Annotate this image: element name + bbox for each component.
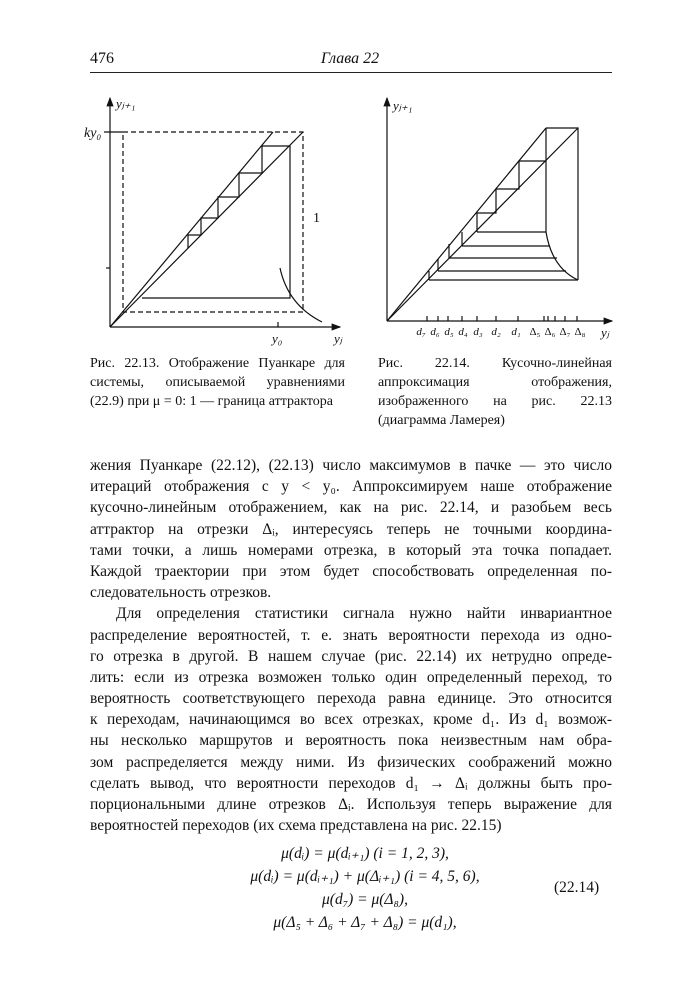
- label-y0: y₀: [272, 331, 283, 346]
- figures: [0, 0, 700, 350]
- text-line: вероятность соответствующего перехода равна единице. Это относится: [90, 690, 612, 708]
- text-line: ны несколько маршрутов и вероятность пока неизвестным нам обра-: [90, 732, 612, 750]
- text-line: тами точки, а лишь номерами отрезка, в который эта точка попадает.: [90, 541, 612, 559]
- text-line: следовательность отрезков.: [90, 584, 272, 602]
- text-line: распределение вероятностей, т. е. знать вероятности перехода из одно-: [90, 626, 612, 644]
- text-line: го отрезка в другой. В нашем случае (рис. 22.14) их нетрудно опреде-: [90, 647, 612, 665]
- label-ky0: ky₀: [84, 126, 102, 141]
- text-line: к переходам, начинающимся во всех отрезках, кроме d₁. Из d₁ возмож-: [90, 711, 612, 729]
- label-curve-1: 1: [313, 211, 320, 226]
- label-x-axis: yⱼ: [601, 325, 610, 340]
- figure-22-13: [104, 98, 340, 327]
- tick-label: d₆: [430, 326, 440, 338]
- equation-line: μ(dᵢ) = μ(dᵢ₊₁) + μ(Δᵢ₊₁) (i = 4, 5, 6),: [250, 868, 480, 885]
- tick-label: d₅: [444, 326, 454, 338]
- tick-label: Δ₈: [574, 326, 586, 338]
- label-x-axis: yⱼ: [334, 331, 343, 346]
- tick-label: d₁: [511, 326, 521, 338]
- text-line: аттрактор на отрезки Δᵢ, интересуясь теперь не точными координа-: [90, 520, 612, 538]
- tick-label: Δ₆: [544, 326, 556, 338]
- label-y-axis: yⱼ₊₁: [393, 98, 413, 113]
- text-line: итераций отображения с y < y₀. Аппроксимируем наше отображение: [90, 478, 612, 496]
- tick-label: d₇: [416, 326, 426, 338]
- text-line: жения Пуанкаре (22.12), (22.13) число максимумов в пачке — это число: [90, 457, 612, 474]
- text-line: вероятностей переходов (их схема представлена на рис. 22.15): [90, 817, 502, 835]
- tick-label: d₄: [458, 326, 468, 338]
- body-text: [90, 455, 612, 836]
- figure-22-14: [387, 98, 612, 321]
- label-y-axis: yⱼ₊₁: [116, 96, 136, 111]
- caption-figure-22-14: Рис. 22.14. Кусочно-линейная аппроксимация отображения, изображенного на рис. 22.13 (диаграмма Ламерея): [378, 356, 612, 428]
- tick-label: d₃: [473, 326, 483, 338]
- page-number: 476: [90, 50, 114, 67]
- text-line: кусочно-линейным отображением, как на рис. 22.14, и разобьем весь: [90, 499, 612, 517]
- tick-label: Δ₅: [529, 326, 541, 338]
- equation-line: μ(Δ₅ + Δ₆ + Δ₇ + Δ₈) = μ(d₁),: [273, 914, 457, 931]
- equation-number: (22.14): [554, 879, 600, 896]
- x-ticks: [427, 316, 577, 321]
- staircase: [142, 146, 290, 298]
- text-line: Для определения статистики сигнала нужно найти инвариантное: [116, 605, 612, 623]
- text-line: зом распределяется между ними. Из физических соображений можно: [90, 753, 612, 771]
- tick-label: Δ₇: [559, 326, 571, 338]
- equation-line: μ(d₇) = μ(Δ₈),: [322, 891, 408, 908]
- tick-labels: [416, 326, 585, 338]
- text-line: порциональными длине отрезков Δᵢ. Используя теперь выражение для: [90, 796, 612, 813]
- text-line: лить: если из отрезка возможен только один определенный переход, то: [90, 668, 612, 686]
- equation-line: μ(dᵢ) = μ(dᵢ₊₁) (i = 1, 2, 3),: [281, 845, 449, 862]
- text-line: Каждой траектории при этом будет способствовать определенная по-: [90, 562, 612, 580]
- attractor-boundary: [280, 268, 322, 322]
- running-head: Глава 22: [320, 50, 380, 67]
- tick-label: d₂: [491, 326, 501, 338]
- text-line: сделать вывод, что вероятности переходов d₁ → Δᵢ должны быть про-: [90, 774, 612, 792]
- caption-figure-22-13: Рис. 22.13. Отображение Пуанкаре для системы, описываемой уравнениями (22.9) при μ = 0: 1 — граница аттрактора: [90, 356, 345, 409]
